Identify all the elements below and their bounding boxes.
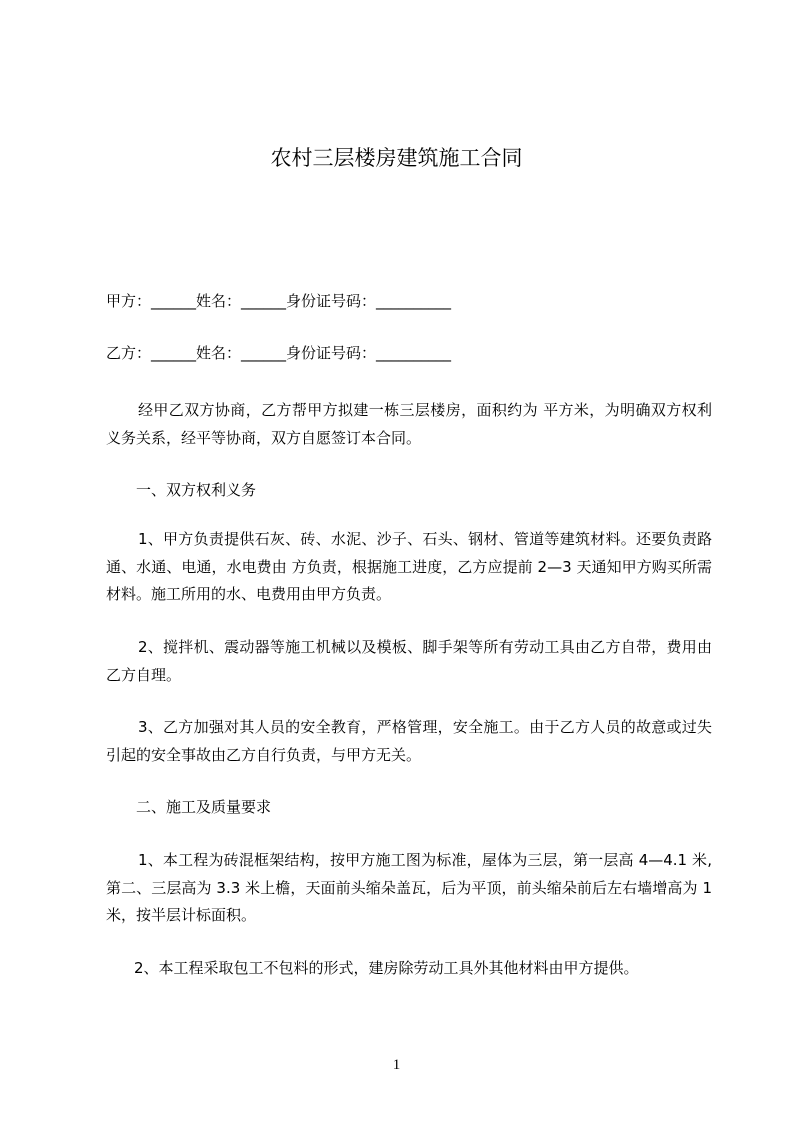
- section-2-clause-1: 1、本工程为砖混框架结构，按甲方施工图为标准，屋体为三层，第一层高 4—4.1 米,第二、三层高为 3.3 米上檐，天面前头缩朵盖瓦，后为平顶，前头缩朵前后左右墙增高为 1 米，按半层计标面积。: [106, 851, 712, 924]
- document-title: 农村三层楼房建筑施工合同: [270, 146, 523, 170]
- section-1-clause-2: 2、搅拌机、震动器等施工机械以及模板、脚手架等所有劳动工具由乙方自带，费用由乙方自理。: [106, 638, 712, 684]
- section-1-heading: 一、双方权利义务: [136, 481, 257, 499]
- section-2-clause-2: 2、本工程采取包工不包料的形式，建房除劳动工具外其他材料由甲方提供。: [134, 959, 639, 977]
- party-b-line: 乙方：______姓名：______身份证号码：__________: [106, 344, 452, 362]
- section-1-clause-1: 1、甲方负责提供石灰、砖、水泥、沙子、石头、钢材、管道等建筑材料。还要负责路通、水通、电通，水电费由 方负责，根据施工进度，乙方应提前 2—3 天通知甲方购买所需材料。施工所用的水、电费用由甲方负责。: [106, 530, 712, 603]
- section-2-heading: 二、施工及质量要求: [136, 798, 272, 816]
- intro-paragraph: 经甲乙双方协商，乙方帮甲方拟建一栋三层楼房，面积约为 平方米，为明确双方权利义务关系，经平等协商，双方自愿签订本合同。: [106, 401, 712, 447]
- section-1-clause-3: 3、乙方加强对其人员的安全教育，严格管理，安全施工。由于乙方人员的故意或过失引起的安全事故由乙方自行负责，与甲方无关。: [106, 718, 712, 764]
- party-a-line: 甲方：______姓名：______身份证号码：__________: [106, 292, 452, 310]
- page-number: 1: [392, 1057, 401, 1073]
